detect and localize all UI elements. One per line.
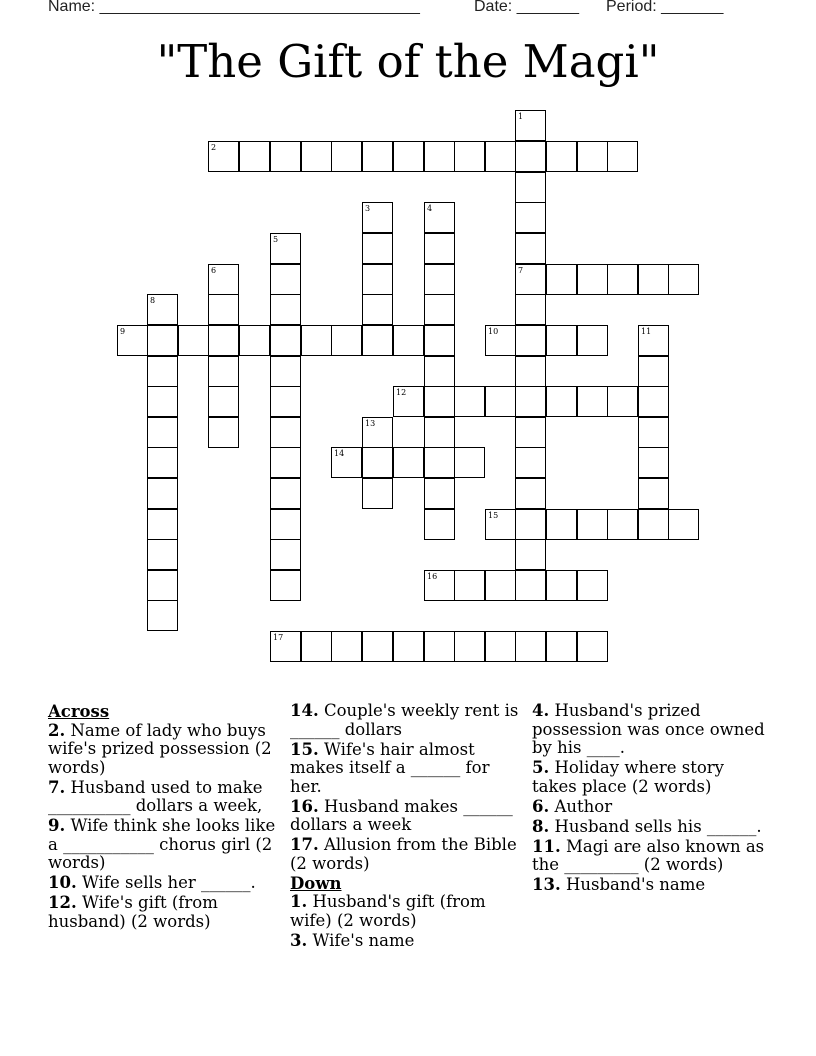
crossword-cell[interactable]	[270, 447, 301, 478]
clue-item-number: 6.	[532, 796, 550, 816]
across-clue-list	[48, 722, 284, 932]
crossword-cell[interactable]	[208, 356, 239, 387]
clue-item-text: Husband's gift (from wife) (2 words)	[290, 892, 486, 930]
clue-number: 4	[427, 204, 433, 213]
crossword-cell[interactable]	[208, 294, 239, 325]
crossword-cell[interactable]	[424, 264, 455, 295]
crossword-cell[interactable]	[577, 141, 608, 172]
crossword-cell[interactable]	[424, 141, 455, 172]
clue-item-number: 7.	[48, 777, 66, 797]
crossword-cell[interactable]	[515, 417, 546, 448]
clue-item-text: Couple's weekly rent is ______ dollars	[290, 701, 519, 739]
clue-item	[532, 838, 772, 875]
crossword-cell[interactable]	[393, 141, 424, 172]
crossword-cell[interactable]	[454, 447, 485, 478]
crossword-cell[interactable]	[485, 141, 516, 172]
clue-item-number: 10.	[48, 873, 77, 892]
crossword-cell[interactable]	[393, 325, 424, 356]
clue-item	[532, 818, 772, 837]
clue-item-number: 8.	[532, 816, 550, 836]
crossword-cell[interactable]	[362, 631, 393, 662]
clue-item	[48, 894, 284, 931]
clue-number: 15	[488, 511, 499, 520]
clue-item-text: Husband makes ______ dollars a week	[290, 796, 513, 834]
crossword-cell[interactable]	[577, 631, 608, 662]
clue-item	[290, 741, 522, 797]
crossword-cell[interactable]	[270, 325, 301, 356]
clue-item-number: 3.	[290, 930, 308, 950]
clue-item-text: Husband's prized possession was once owned by his ____.	[532, 701, 765, 757]
crossword-cell[interactable]	[515, 325, 546, 356]
crossword-cell[interactable]	[147, 417, 178, 448]
crossword-cell[interactable]	[424, 233, 455, 264]
crossword-cell[interactable]	[515, 172, 546, 203]
clue-item-number: 11.	[532, 836, 561, 856]
clue-item	[290, 702, 522, 739]
clue-item-number: 15.	[290, 739, 319, 759]
crossword-cell[interactable]	[362, 478, 393, 509]
clue-item-number: 17.	[290, 835, 319, 854]
crossword-cell[interactable]	[270, 509, 301, 540]
crossword-cell[interactable]	[424, 417, 455, 448]
clue-item-text: Wife's gift (from husband) (2 words)	[48, 893, 218, 931]
crossword-cell[interactable]	[577, 570, 608, 601]
clue-item-text: Wife's name	[307, 930, 415, 950]
crossword-cell[interactable]	[638, 447, 669, 478]
clue-item	[48, 779, 284, 816]
crossword-cell[interactable]	[454, 386, 485, 417]
crossword-cell[interactable]	[515, 631, 546, 662]
clue-number: 1	[518, 112, 524, 121]
clue-number: 17	[273, 633, 284, 642]
crossword-cell[interactable]	[208, 325, 239, 356]
clue-number: 14	[334, 449, 345, 458]
crossword-cell[interactable]	[638, 417, 669, 448]
crossword-cell[interactable]	[147, 600, 178, 631]
crossword-cell[interactable]	[393, 447, 424, 478]
clue-item-number: 4.	[532, 701, 550, 720]
crossword-cell[interactable]	[454, 631, 485, 662]
down-heading: Down	[290, 873, 342, 893]
crossword-cell[interactable]	[424, 509, 455, 540]
crossword-cell[interactable]	[147, 356, 178, 387]
crossword-cell[interactable]	[147, 509, 178, 540]
clue-number: 3	[365, 204, 371, 213]
crossword-cell[interactable]	[147, 478, 178, 509]
clue-item	[532, 798, 772, 817]
crossword-cell[interactable]	[546, 141, 577, 172]
crossword-cell[interactable]	[270, 478, 301, 509]
crossword-cell[interactable]	[515, 509, 546, 540]
clue-number: 10	[488, 327, 499, 336]
crossword-cell[interactable]	[301, 631, 332, 662]
crossword-cell[interactable]	[515, 141, 546, 172]
clue-item	[290, 836, 522, 873]
clue-item-text: Magi are also known as the _________ (2 words)	[532, 836, 765, 874]
crossword-cell[interactable]	[270, 356, 301, 387]
crossword-cell[interactable]	[515, 570, 546, 601]
crossword-cell[interactable]	[424, 294, 455, 325]
clue-item-number: 1.	[290, 892, 308, 911]
crossword-cell[interactable]	[270, 386, 301, 417]
clue-item-number: 16.	[290, 796, 319, 816]
crossword-cell[interactable]	[515, 233, 546, 264]
clue-item-number: 13.	[532, 875, 561, 894]
clue-item	[48, 817, 284, 873]
crossword-cell[interactable]	[393, 631, 424, 662]
crossword-cell[interactable]	[546, 570, 577, 601]
crossword-cell[interactable]	[331, 631, 362, 662]
crossword-cell[interactable]	[546, 509, 577, 540]
clue-item	[290, 798, 522, 835]
crossword-cell[interactable]	[607, 141, 638, 172]
crossword-cell[interactable]	[424, 447, 455, 478]
clue-item-text: Wife's hair almost makes itself a ______ for her.	[290, 739, 490, 796]
crossword-cell[interactable]	[362, 141, 393, 172]
crossword-cell[interactable]	[147, 539, 178, 570]
crossword-cell[interactable]	[362, 325, 393, 356]
crossword-cell[interactable]	[301, 141, 332, 172]
clues-column-3	[532, 702, 772, 896]
clue-item-number: 2.	[48, 720, 66, 740]
clue-item-number: 14.	[290, 701, 319, 720]
down-clue-list	[290, 893, 522, 950]
clue-item	[48, 874, 284, 893]
clue-item	[290, 932, 522, 951]
crossword-cell[interactable]	[577, 264, 608, 295]
clue-item-text: Allusion from the Bible (2 words)	[290, 835, 517, 873]
clue-item-text: Holiday where story takes place (2 words)	[532, 758, 724, 796]
clue-item-text: Husband used to make __________ dollars a week,	[48, 777, 263, 815]
down-clue-list-continued	[532, 702, 772, 895]
crossword-cell[interactable]	[515, 539, 546, 570]
across-clue-list-continued	[290, 702, 522, 873]
crossword-cell[interactable]	[577, 386, 608, 417]
crossword-cell[interactable]	[485, 631, 516, 662]
crossword-cell[interactable]	[147, 570, 178, 601]
crossword-cell[interactable]	[546, 264, 577, 295]
crossword-cell[interactable]	[546, 325, 577, 356]
crossword-cell[interactable]	[546, 386, 577, 417]
name-field[interactable]: Name: ____________________________________	[48, 0, 420, 15]
crossword-cell[interactable]	[270, 417, 301, 448]
crossword-cell[interactable]	[208, 417, 239, 448]
clue-item-text: Name of lady who buys wife's prized possession (2 words)	[48, 720, 272, 777]
clue-item	[290, 893, 522, 930]
crossword-cell[interactable]	[454, 141, 485, 172]
crossword-cell[interactable]	[270, 264, 301, 295]
clue-number: 13	[365, 419, 376, 428]
clue-item	[532, 759, 772, 796]
crossword-cell[interactable]	[515, 356, 546, 387]
crossword-cell[interactable]	[638, 478, 669, 509]
crossword-cell[interactable]	[331, 141, 362, 172]
crossword-cell[interactable]	[147, 386, 178, 417]
date-field[interactable]: Date: _______	[474, 0, 579, 15]
clue-number: 2	[211, 143, 217, 152]
crossword-cell[interactable]	[607, 264, 638, 295]
crossword-cell[interactable]	[638, 264, 669, 295]
clues-column-1	[48, 702, 284, 933]
crossword-cell[interactable]	[270, 539, 301, 570]
across-heading: Across	[48, 702, 110, 721]
crossword-cell[interactable]	[638, 356, 669, 387]
crossword-cell[interactable]	[147, 447, 178, 478]
crossword-cell[interactable]	[270, 294, 301, 325]
clue-number: 9	[120, 327, 126, 336]
crossword-cell[interactable]	[485, 386, 516, 417]
crossword-cell[interactable]	[454, 570, 485, 601]
crossword-cell[interactable]	[515, 447, 546, 478]
crossword-cell[interactable]	[362, 233, 393, 264]
crossword-cell[interactable]	[638, 386, 669, 417]
crossword-cell[interactable]	[577, 509, 608, 540]
crossword-cell[interactable]	[424, 356, 455, 387]
clue-item	[532, 876, 772, 895]
crossword-cell[interactable]	[208, 386, 239, 417]
clue-item-text: Author	[549, 796, 613, 816]
crossword-cell[interactable]	[668, 509, 699, 540]
crossword-cell[interactable]	[607, 509, 638, 540]
crossword-cell[interactable]	[515, 386, 546, 417]
crossword-cell[interactable]	[270, 141, 301, 172]
crossword-cell[interactable]	[485, 570, 516, 601]
crossword-cell[interactable]	[424, 386, 455, 417]
crossword-cell[interactable]	[515, 202, 546, 233]
clue-item-number: 12.	[48, 893, 77, 912]
crossword-cell[interactable]	[331, 325, 362, 356]
clues-column-2	[290, 702, 522, 952]
clue-number: 8	[150, 296, 156, 305]
clue-number: 5	[273, 235, 279, 244]
crossword-cell[interactable]	[147, 325, 178, 356]
crossword-cell[interactable]	[362, 447, 393, 478]
period-field[interactable]: Period: _______	[606, 0, 724, 15]
clue-item	[532, 702, 772, 758]
crossword-cell[interactable]	[178, 325, 209, 356]
crossword-cell[interactable]	[515, 478, 546, 509]
crossword-cell[interactable]	[270, 570, 301, 601]
crossword-cell[interactable]	[515, 294, 546, 325]
crossword-cell[interactable]	[239, 141, 270, 172]
clue-item-text: Husband sells his ______.	[549, 816, 762, 836]
clue-item-number: 5.	[532, 758, 550, 777]
page-title: "The Gift of the Magi"	[156, 35, 660, 88]
clue-number: 7	[518, 266, 524, 275]
crossword-cell[interactable]	[362, 264, 393, 295]
clue-item-text: Wife sells her ______.	[76, 873, 256, 892]
clue-item-number: 9.	[48, 816, 66, 835]
clue-number: 16	[427, 572, 438, 581]
clue-item	[48, 722, 284, 778]
crossword-cell[interactable]	[546, 631, 577, 662]
crossword-cell[interactable]	[424, 631, 455, 662]
crossword-cell[interactable]	[424, 478, 455, 509]
crossword-cell[interactable]	[638, 509, 669, 540]
crossword-cell[interactable]	[668, 264, 699, 295]
clue-item-text: Husband's name	[560, 875, 706, 894]
crossword-cell[interactable]	[301, 325, 332, 356]
clue-number: 12	[396, 388, 407, 397]
clue-number: 11	[641, 327, 652, 336]
crossword-cell[interactable]	[239, 325, 270, 356]
crossword-cell[interactable]	[577, 325, 608, 356]
crossword-cell[interactable]	[362, 294, 393, 325]
clue-item-text: Wife think she looks like a ___________ chorus girl (2 words)	[48, 816, 276, 872]
clue-number: 6	[211, 266, 217, 275]
crossword-cell[interactable]	[424, 325, 455, 356]
crossword-cell[interactable]	[607, 386, 638, 417]
